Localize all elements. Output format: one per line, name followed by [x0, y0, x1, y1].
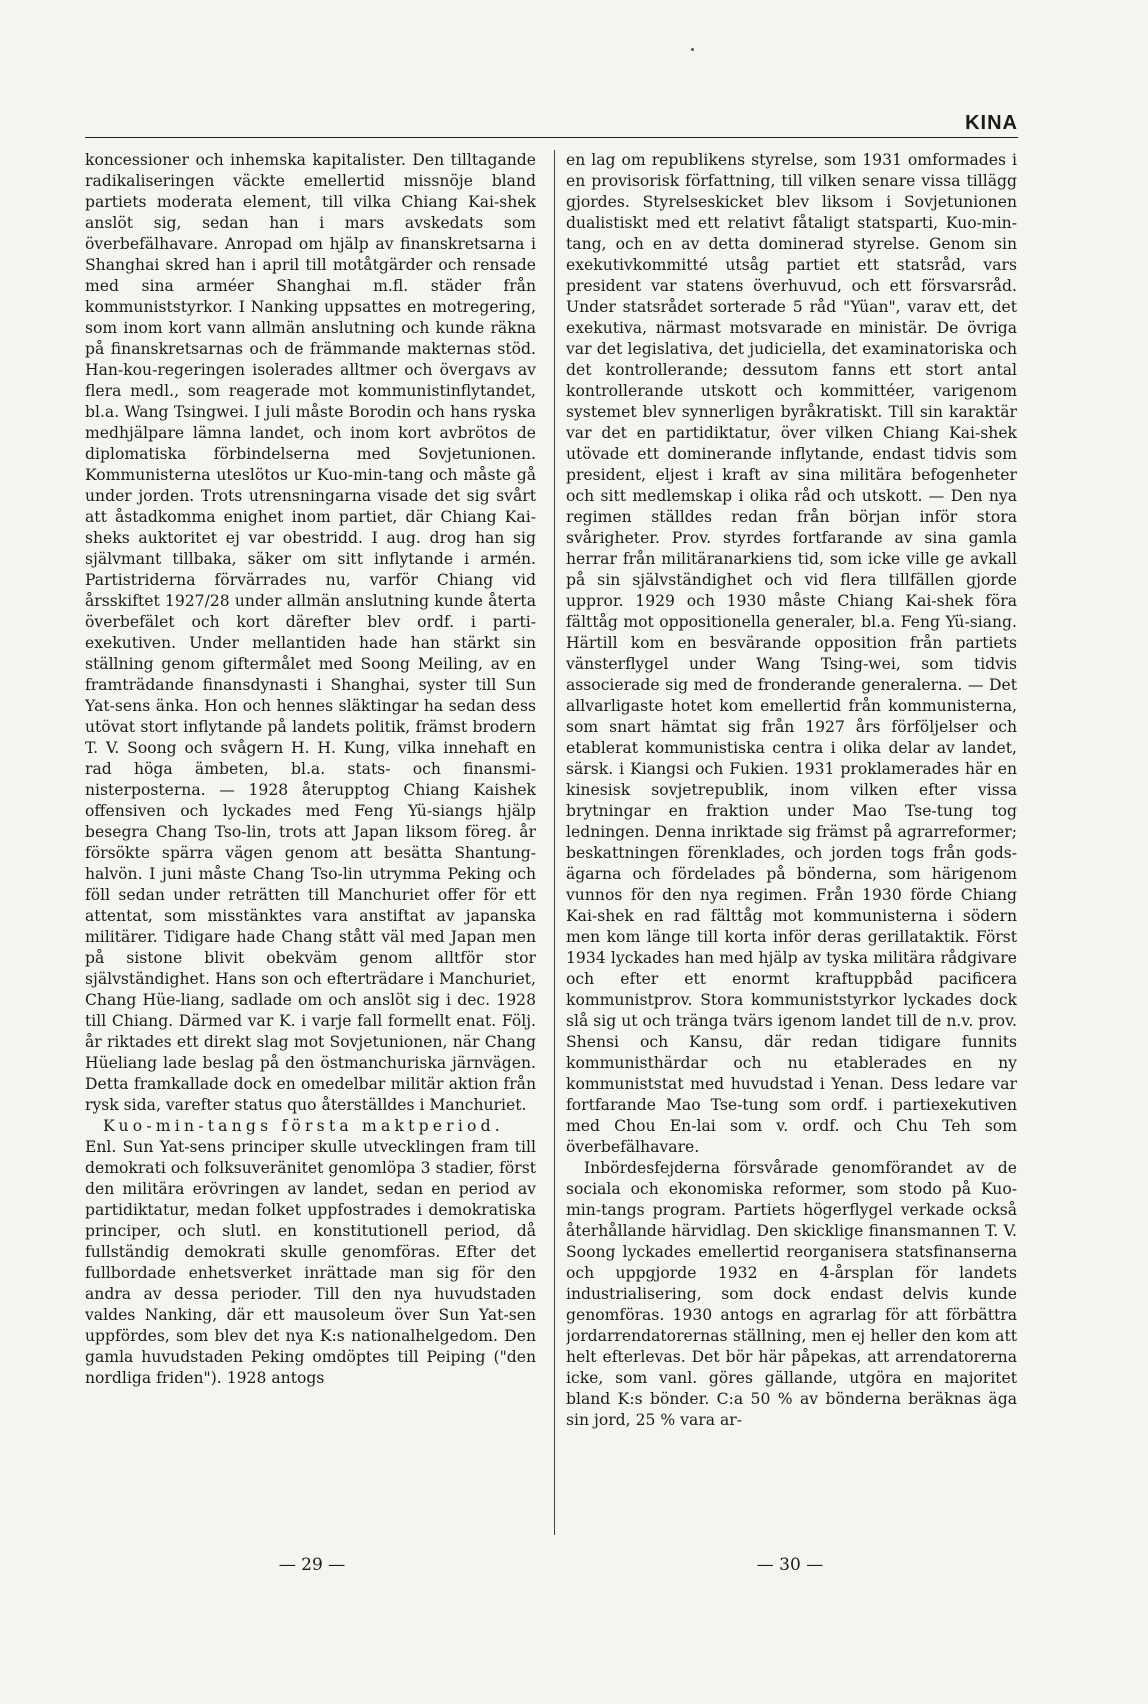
right-paragraph-2: Inbördesfejderna försvårade genomförandet av de sociala och ekonomiska reformer, som stodo på Kuo-min-tangs program. Partiets högerflygel verkade också återhållande härvidlag. Den skicklige finansmannen T. V. Soong lyckades emellertid reorganisera statsfinanserna och uppgjorde 1932 en 4-årsplan för landets industrialisering, som dock endast delvis kunde genomföras. 1930 antogs en agrarlag för att förbättra jordarrendatorernas ställning, men ej heller den kom att helt efterlevas. Det bör här påpekas, att arrendatorerna icke, som vanl. göres gällande, utgöra en majoritet bland K:s bönder. C:a 50 % av bönderna beräknas äga sin jord, 25 % vara ar- — [566, 1159, 1017, 1429]
page-number-left: — 29 — — [278, 1555, 346, 1575]
page-number-right: — 30 — — [756, 1555, 824, 1575]
left-column — [85, 150, 536, 1540]
right-column — [566, 150, 1017, 1540]
section-heading: Kuo-min-tangs första maktperiod. — [103, 1117, 504, 1135]
left-paragraph-2: Enl. Sun Yat-sens principer skulle utvecklingen fram till demokrati och folksuveränitet genomlöpa 3 stadier, först den militära erövringen av landet, sedan en period av partidiktatur, medan folket uppfostrades i demokratiska principer, och slutl. en konstitutionell period, då fullständig demokrati skulle genomföras. Efter det fullbordade enhetsverket inrättade man sig för den andra av dessa perioder. Till den nya huvudstaden valdes Nanking, där ett mausoleum över Sun Yat-sen uppfördes, som blev det nya K:s nationalhelgedom. Den gamla huvudstaden Peking omdöptes till Peiping ("den nordliga friden"). 1928 antogs — [85, 1138, 536, 1387]
column-divider — [554, 150, 555, 1535]
running-header — [85, 112, 1018, 138]
right-paragraph-1: en lag om republikens styrelse, som 1931 omformades i en provisorisk författning, till vilken senare vissa tillägg gjordes. Styrelseskicket blev liksom i Sovjetunionen dualistiskt med ett relativt fåtaligt statsparti, Kuo-min-tang, och en av detta dominerad styrelse. Genom sin exekutivkommitté utsåg partiet ett statsråd, vars president var statens överhuvud, och ett försvarsråd. Under statsrådet sorterade 5 råd "Yüan", varav ett, det exekutiva, närmast motsvarade en ministär. De övriga var det legislativa, det judiciella, det examinatoriska och det kontrollerande; dessutom fanns ett stort antal kontrollerande utskott och kommittéer, varigenom systemet blev synnerligen byråkratiskt. Till sin karaktär var det en partidiktatur, över vilken Chiang Kai-shek utövade ett dominerande inflytande, endast tidvis som president, eljest i kraft av sina militära befogenheter och sitt medlemskap i olika råd och utskott. — Den nya regimen ställdes redan från början inför stora svårigheter. Prov. styrdes fortfarande av sina gamla herrar från militäranarkiens tid, som icke ville ge avkall på sin självständighet och vid flera tillfällen gjorde uppror. 1929 och 1930 måste Chiang Kai-shek föra fälttåg mot oppositionella generaler, bl.a. Feng Yü-siang. Härtill kom en besvärande opposition från partiets vänsterflygel under Wang Tsing-wei, som tidvis associerade sig med de fronderande generalerna. — Det allvarligaste hotet kom emellertid från kommunisterna, som snart hämtat sig från 1927 års förföljelser och etablerat kommunistiska centra i olika delar av landet, särsk. i Kiangsi och Fukien. 1931 proklamerades här en kinesisk sovjetrepublik, inom vilken efter vissa brytningar en fraktion under Mao Tse-tung tog ledningen. Denna inriktade sig främst på agrarreformer; beskattningen förenklades, och jorden togs från godsägarna och fördelades på bönderna, som härigenom vunnos för den nya regimen. Från 1930 förde Chiang Kai-shek en rad fälttåg mot kommunisterna i södern men kom länge till korta inför deras gerillataktik. Först 1934 lyckades han med hjälp av tyska militära rådgivare och efter ett enormt kraftuppbåd pacificera kommunistprov. Stora kommuniststyrkor lyckades dock slå sig ut och tränga tvärs igenom landet till de n.v. prov. Shensi och Kansu, där redan tidigare funnits kommunisthärdar och nu etablerades en ny kommuniststat med huvudstad i Yenan. Dess ledare var fortfarande Mao Tse-tung som ordf. i partiexekutiven med Chou En-lai som v. ordf. och Chu Teh som överbefälhavare. — [566, 151, 1017, 1156]
header-rule — [85, 137, 1018, 138]
left-section-heading — [85, 1116, 536, 1137]
print-speck — [691, 48, 694, 51]
header-title: KINA — [965, 112, 1018, 134]
left-paragraph-1: koncessioner och inhemska kapitalister. Den tilltagande radikaliseringen väckte emellertid missnöje bland partiets moderata element, till vilka Chiang Kai-shek anslöt sig, sedan han i mars avskedats som överbefälhavare. Anropad om hjälp av finanskretsarna i Shanghai skred han i april till motåtgärder och rensade med sina arméer Shanghai m.fl. städer från kommuniststyrkor. I Nanking uppsattes en motregering, som inom kort vann allmän anslutning och kunde räkna på finanskretsarnas och de främmande makternas stöd. Han-kou-regeringen isolerades alltmer och övergavs av flera medl., som reagerade mot kommunistinflytandet, bl.a. Wang Tsingwei. I juli måste Borodin och hans ryska medhjälpare lämna landet, och inom kort avbrötos de diplomatiska förbindelserna med Sovjetunionen. Kommunisterna uteslötos ur Kuo-min-tang och måste gå under jorden. Trots utrensningarna visade det sig svårt att åstadkomma enighet inom partiet, där Chiang Kai-sheks auktoritet ej var obestridd. I aug. drog han sig självmant tillbaka, säker om sitt inflytande i armén. Partistriderna förvärrades nu, varför Chiang vid årsskiftet 1927/28 under allmän anslutning kunde återta överbefälet och kort därefter blev ordf. i partiexekutiven. Under mellantiden hade han stärkt sin ställning genom giftermålet med Soong Meiling, av en framträdande finansdynasti i Shanghai, syster till Sun Yat-sens änka. Hon och hennes släktingar ha sedan dess utövat stort inflytande på landets politik, främst brodern T. V. Soong och svågern H. H. Kung, vilka innehaft en rad höga ämbeten, bl.a. stats- och finansministerposterna. — 1928 återupptog Chiang Kaishek offensiven och lyckades med Feng Yü-siangs hjälp besegra Chang Tso-lin, trots att Japan liksom föreg. år försökte spärra vägen genom att besätta Shantung-halvön. I juni måste Chang Tso-lin utrymma Peking och föll sedan under reträtten till Manchuriet offer för ett attentat, som misstänktes vara anstiftat av japanska militärer. Tidigare hade Chang stått väl med Japan men på sistone blivit obekväm genom alltför stor självständighet. Hans son och efterträdare i Manchuriet, Chang Hüe-liang, sadlade om och anslöt sig i dec. 1928 till Chiang. Därmed var K. i varje fall formellt enat. Följ. år riktades ett direkt slag mot Sovjetunionen, när Chang Hüeliang lade beslag på den östmanchuriska järnvägen. Detta framkallade dock en omedelbar militär aktion från rysk sida, varefter status quo återställdes i Manchuriet. — [85, 151, 536, 1114]
